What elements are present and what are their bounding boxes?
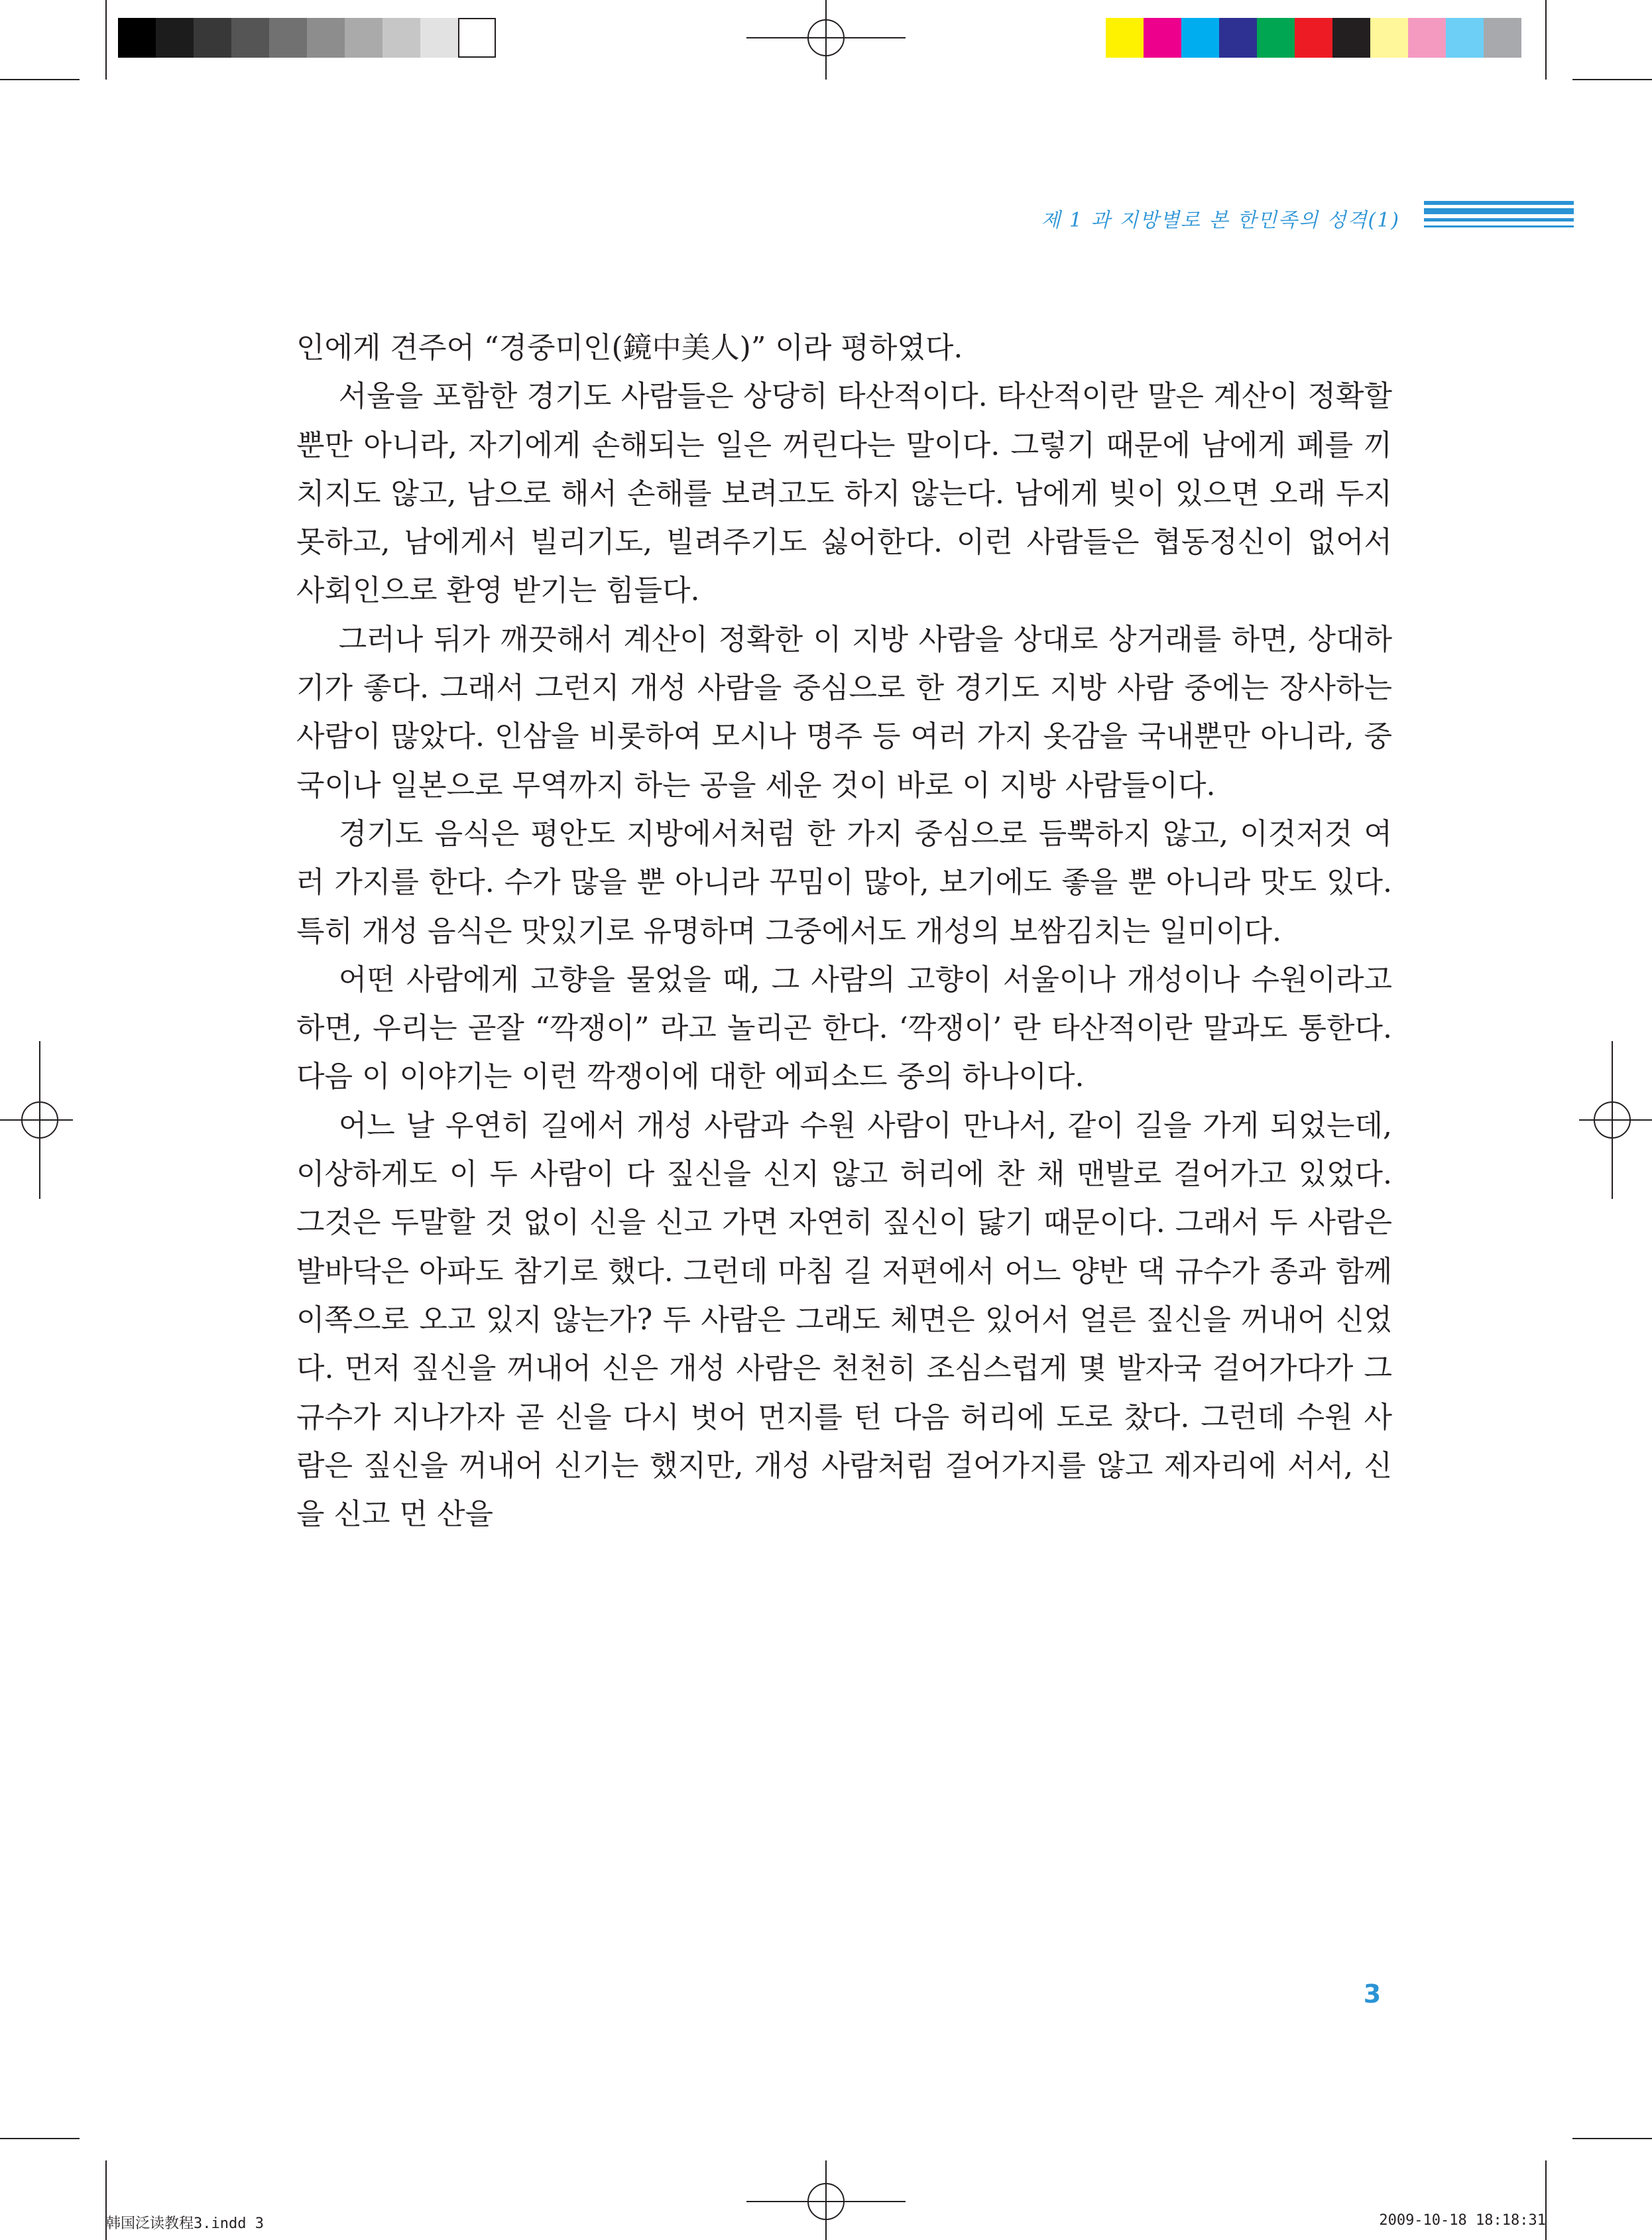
color-swatch — [1106, 18, 1144, 58]
registration-target-left — [0, 1041, 73, 1199]
color-swatch — [1408, 18, 1446, 58]
color-swatch — [1446, 18, 1484, 58]
color-swatch — [1295, 18, 1332, 58]
registration-target-bottom — [746, 2160, 906, 2240]
slug-date-info: 2009-10-18 18:18:31 — [1379, 2212, 1546, 2229]
body-text — [296, 324, 1392, 1538]
paragraph: 인에게 견주어 “경중미인(鏡中美人)” 이라 평하였다. — [296, 331, 963, 365]
rule-line — [1424, 201, 1574, 205]
slug-file-info: 韩国泛读教程3.indd 3 — [106, 2215, 264, 2232]
color-swatch — [1181, 18, 1219, 58]
grayscale-color-bar — [118, 18, 496, 58]
paragraph: 그러나 뒤가 깨끗해서 계산이 정확한 이 지방 사람을 상대로 상거래를 하면, 상대하기가 좋다. 그래서 그런지 개성 사람을 중심으로 한 경기도 지방 사람 중에는 장사하는 사람이 많았다. 인삼을 비롯하여 모시나 명주 등 여러 가지 옷감을 국내뿐만 아니라, 중국이나 일본으로 무역까지 하는 공을 세운 것이 바로 이 지방 사람들이다. — [296, 622, 1392, 802]
rule-line — [1424, 225, 1574, 227]
color-swatch — [458, 18, 496, 58]
running-head: 제 1 과 지방별로 본 한민족의 성격(1) — [1041, 209, 1400, 232]
color-swatch — [420, 18, 458, 58]
color-swatch — [383, 18, 420, 58]
color-swatch — [1370, 18, 1408, 58]
color-swatch — [231, 18, 269, 58]
paragraph: 서울을 포함한 경기도 사람들은 상당히 타산적이다. 타산적이란 말은 계산이 정확할 뿐만 아니라, 자기에게 손해되는 일은 꺼린다는 말이다. 그렇기 때문에 남에게 폐를 끼치지도 않고, 남으로 해서 손해를 보려고도 하지 않는다. 남에게 빚이 있으면 오래 두지 못하고, 남에게서 빌리기도, 빌려주기도 싫어한다. 이런 사람들은 협동정신이 없어서 사회인으로 환영 받기는 힘들다. — [296, 379, 1392, 608]
registration-target-right — [1579, 1041, 1652, 1199]
color-swatch — [118, 18, 156, 58]
color-swatch — [1332, 18, 1370, 58]
color-swatch — [1219, 18, 1257, 58]
color-swatch — [1484, 18, 1521, 58]
rule-line — [1424, 208, 1574, 214]
page-number: 3 — [1363, 1979, 1382, 2009]
color-swatch — [194, 18, 231, 58]
color-swatch — [1144, 18, 1181, 58]
color-swatch — [345, 18, 383, 58]
paragraph: 경기도 음식은 평안도 지방에서처럼 한 가지 중심으로 듬뿍하지 않고, 이것저것 여러 가지를 한다. 수가 많을 뿐 아니라 꾸밈이 많아, 보기에도 좋을 뿐 아니라 맛도 있다. 특히 개성 음식은 맛있기로 유명하며 그중에서도 개성의 보쌈김치는 일미이다. — [296, 816, 1392, 948]
color-swatch — [307, 18, 345, 58]
paragraph: 어느 날 우연히 길에서 개성 사람과 수원 사람이 만나서, 같이 길을 가게 되었는데, 이상하게도 이 두 사람이 다 짚신을 신지 않고 허리에 찬 채 맨발로 걸어가고 있었다. 그것은 두말할 것 없이 신을 신고 가면 자연히 짚신이 닳기 때문이다. 그래서 두 사람은 발바닥은 아파도 참기로 했다. 그런데 마침 길 저편에서 어느 양반 댁 규수가 종과 함께 이쪽으로 오고 있지 않는가? 두 사람은 그래도 체면은 있어서 얼른 짚신을 꺼내어 신었다. 먼저 짚신을 꺼내어 신은 개성 사람은 천천히 조심스럽게 몇 발자국 걸어가다가 그 규수가 지나가자 곧 신을 다시 벗어 먼지를 턴 다음 허리에 도로 찼다. 그런데 수원 사람은 짚신을 꺼내어 신기는 했지만, 개성 사람처럼 걸어가지를 않고 제자리에 서서, 신을 신고 먼 산을 — [296, 1108, 1393, 1532]
color-swatch — [156, 18, 194, 58]
rule-line — [1424, 218, 1574, 221]
registration-target-top — [746, 0, 906, 80]
color-swatch — [269, 18, 307, 58]
paragraph: 어떤 사람에게 고향을 물었을 때, 그 사람의 고향이 서울이나 개성이나 수원이라고 하면, 우리는 곧잘 “깍쟁이” 라고 놀리곤 한다. ‘깍쟁이’ 란 타산적이란 말과도 통한다. 다음 이 이야기는 이런 깍쟁이에 대한 에피소드 중의 하나이다. — [296, 962, 1392, 1094]
color-swatch — [1257, 18, 1295, 58]
process-color-bar — [1106, 18, 1521, 58]
